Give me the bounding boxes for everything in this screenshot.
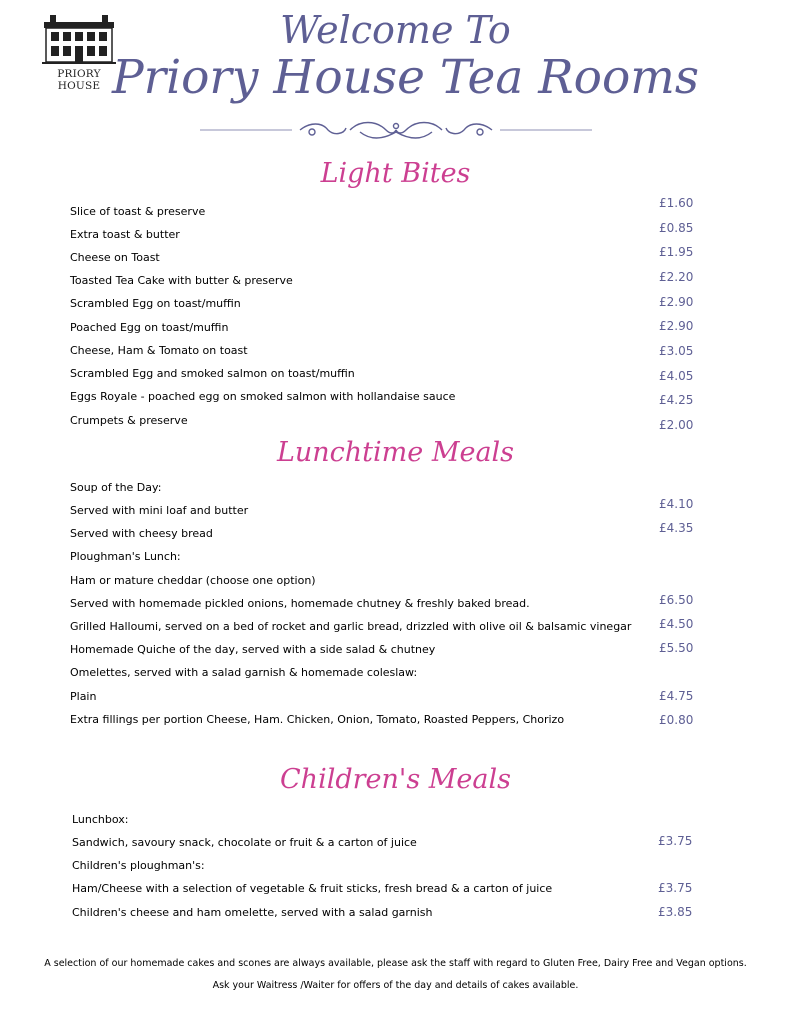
page-title: Priory House Tea Rooms bbox=[112, 50, 699, 105]
section-title-lunchtime-meals: Lunchtime Meals bbox=[276, 437, 515, 468]
menu-item: Ploughman's Lunch: bbox=[70, 550, 181, 563]
menu-item: Grilled Halloumi, served on a bed of rocket and garlic bread, drizzled with olive oil & balsamic vinegar bbox=[70, 620, 632, 633]
menu-price: £0.80 bbox=[659, 713, 694, 727]
menu-item: Crumpets & preserve bbox=[70, 414, 188, 427]
menu-price: £5.50 bbox=[659, 641, 694, 655]
menu-item: Sandwich, savoury snack, chocolate or fruit & a carton of juice bbox=[72, 836, 417, 849]
menu-item: Omelettes, served with a salad garnish & homemade coleslaw: bbox=[70, 666, 418, 679]
menu-item: Soup of the Day: bbox=[70, 481, 162, 494]
menu-item: Served with homemade pickled onions, homemade chutney & freshly baked bread. bbox=[70, 597, 530, 610]
menu-item: Toasted Tea Cake with butter & preserve bbox=[70, 274, 293, 287]
menu-price: £6.50 bbox=[659, 593, 694, 607]
menu-price: £3.05 bbox=[659, 344, 694, 358]
logo-text: PRIORY HOUSE bbox=[57, 68, 101, 92]
menu-item: Lunchbox: bbox=[72, 813, 129, 826]
menu-item: Slice of toast & preserve bbox=[70, 205, 206, 218]
footer-note-offers: Ask your Waitress /Waiter for offers of the day and details of cakes available. bbox=[212, 980, 579, 991]
menu-item: Ham/Cheese with a selection of vegetable & fruit sticks, fresh bread & a carton of juice bbox=[72, 882, 553, 895]
menu-item: Served with cheesy bread bbox=[70, 527, 213, 540]
section-title-childrens-meals: Children's Meals bbox=[280, 764, 511, 795]
menu-price: £2.90 bbox=[659, 319, 694, 333]
footer-note: A selection of our homemade cakes and scones are always available, please ask the staff with regard to Gluten Free, Dairy Free and Vegan options. bbox=[44, 958, 747, 969]
menu-item: Children's ploughman's: bbox=[72, 859, 205, 872]
menu-price: £2.20 bbox=[659, 270, 694, 284]
menu-price: £4.50 bbox=[659, 617, 694, 631]
menu-item: Extra fillings per portion Cheese, Ham. Chicken, Onion, Tomato, Roasted Peppers, Chorizo bbox=[70, 713, 565, 726]
menu-price: £3.75 bbox=[658, 881, 693, 895]
menu-price: £1.60 bbox=[659, 196, 694, 210]
menu-price: £3.75 bbox=[658, 834, 693, 848]
menu-price: £0.85 bbox=[659, 221, 694, 235]
menu-price: £2.00 bbox=[659, 418, 694, 432]
menu-price: £4.25 bbox=[659, 393, 694, 407]
menu-item: Scrambled Egg and smoked salmon on toast/muffin bbox=[70, 367, 355, 380]
menu-price: £4.05 bbox=[659, 369, 694, 383]
welcome-title: Welcome To bbox=[280, 8, 511, 52]
menu-item: Scrambled Egg on toast/muffin bbox=[70, 297, 241, 310]
menu-price: £1.95 bbox=[659, 245, 694, 259]
menu-item: Extra toast & butter bbox=[70, 228, 180, 241]
menu-item: Cheese, Ham & Tomato on toast bbox=[70, 344, 248, 357]
menu-price: £4.75 bbox=[659, 689, 694, 703]
menu-item: Children's cheese and ham omelette, served with a salad garnish bbox=[72, 906, 433, 919]
menu-price: £4.10 bbox=[659, 497, 694, 511]
menu-item: Served with mini loaf and butter bbox=[70, 504, 249, 517]
menu-item: Poached Egg on toast/muffin bbox=[70, 321, 229, 334]
menu-item: Homemade Quiche of the day, served with a side salad & chutney bbox=[70, 643, 436, 656]
menu-price: £3.85 bbox=[658, 905, 693, 919]
flourish-divider-icon bbox=[200, 118, 592, 142]
menu-price: £4.35 bbox=[659, 521, 694, 535]
menu-item: Cheese on Toast bbox=[70, 251, 160, 264]
menu-item: Ham or mature cheddar (choose one option) bbox=[70, 574, 316, 587]
section-title-light-bites: Light Bites bbox=[320, 158, 471, 189]
menu-price: £2.90 bbox=[659, 295, 694, 309]
menu-item: Eggs Royale - poached egg on smoked salmon with hollandaise sauce bbox=[70, 390, 456, 403]
menu-item: Plain bbox=[70, 690, 97, 703]
